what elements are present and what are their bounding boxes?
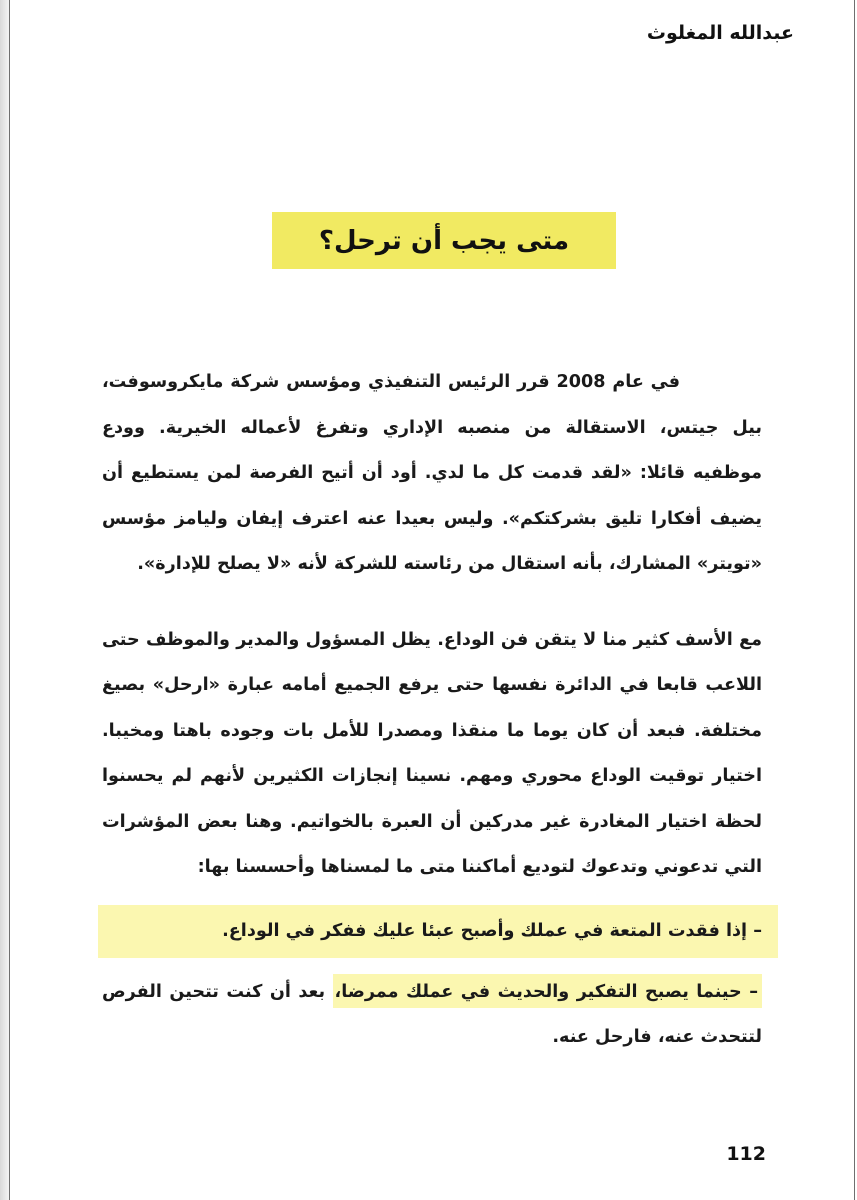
bullet-item-1: – إذا فقدت المتعة في عملك وأصبح عبئا عليك ففكر في الوداع. — [98, 905, 778, 958]
page-number: 112 — [726, 1143, 766, 1165]
paragraph-1: في عام 2008 قرر الرئيس التنفيذي ومؤسس شركة مايكروسوفت، بيل جيتس، الاستقالة من منصبه الإداري وتفرغ لأعماله الخيرية. وودع موظفيه قائلا: «لقد قدمت كل ما لدي. أود أن أتيح الفرصة لمن يستطيع أن يضيف أفكارا تليق بشركتكم». وليس بعيدا عنه اعترف إيفان وليامز مؤسس «تويتر» المشارك، بأنه استقال من رئاسته للشركة لأنه «لا يصلح للإدارة». — [102, 372, 762, 574]
paragraph-2: مع الأسف كثير منا لا يتقن فن الوداع. يظل المسؤول والمدير والموظف حتى اللاعب قابعا في الدائرة نفسها حتى يرفع الجميع أمامه عبارة «ارحل» بصيغ مختلفة. فبعد أن كان يوما ما منقذا ومصدرا للأمل بات وجوده باهتا ومخيبا. اختيار توقيت الوداع محوري ومهم. نسينا إنجازات الكثيرين لأنهم لم يحسنوا لحظة اختيار المغادرة غير مدركين أن العبرة بالخواتيم. وهنا بعض المؤشرات التي تدعوني وتدعوك لتوديع أماكننا متى ما لمسناها وأحسسنا بها: — [102, 629, 762, 877]
bullet-item-2 — [102, 970, 762, 1060]
bullet-item-2-rest: بعد أن كنت تتحين الفرص لتتحدث عنه، فارحل عنه. — [102, 981, 762, 1047]
chapter-title: متى يجب أن ترحل؟ — [318, 225, 570, 256]
chapter-title-highlight — [272, 212, 616, 269]
body-text — [102, 360, 762, 1060]
bullet-item-2-highlight: – حينما يصبح التفكير والحديث في عملك ممرضا، — [333, 974, 762, 1008]
page-edge-shadow — [0, 0, 9, 1200]
running-header-author: عبدالله المغلوث — [646, 22, 794, 44]
